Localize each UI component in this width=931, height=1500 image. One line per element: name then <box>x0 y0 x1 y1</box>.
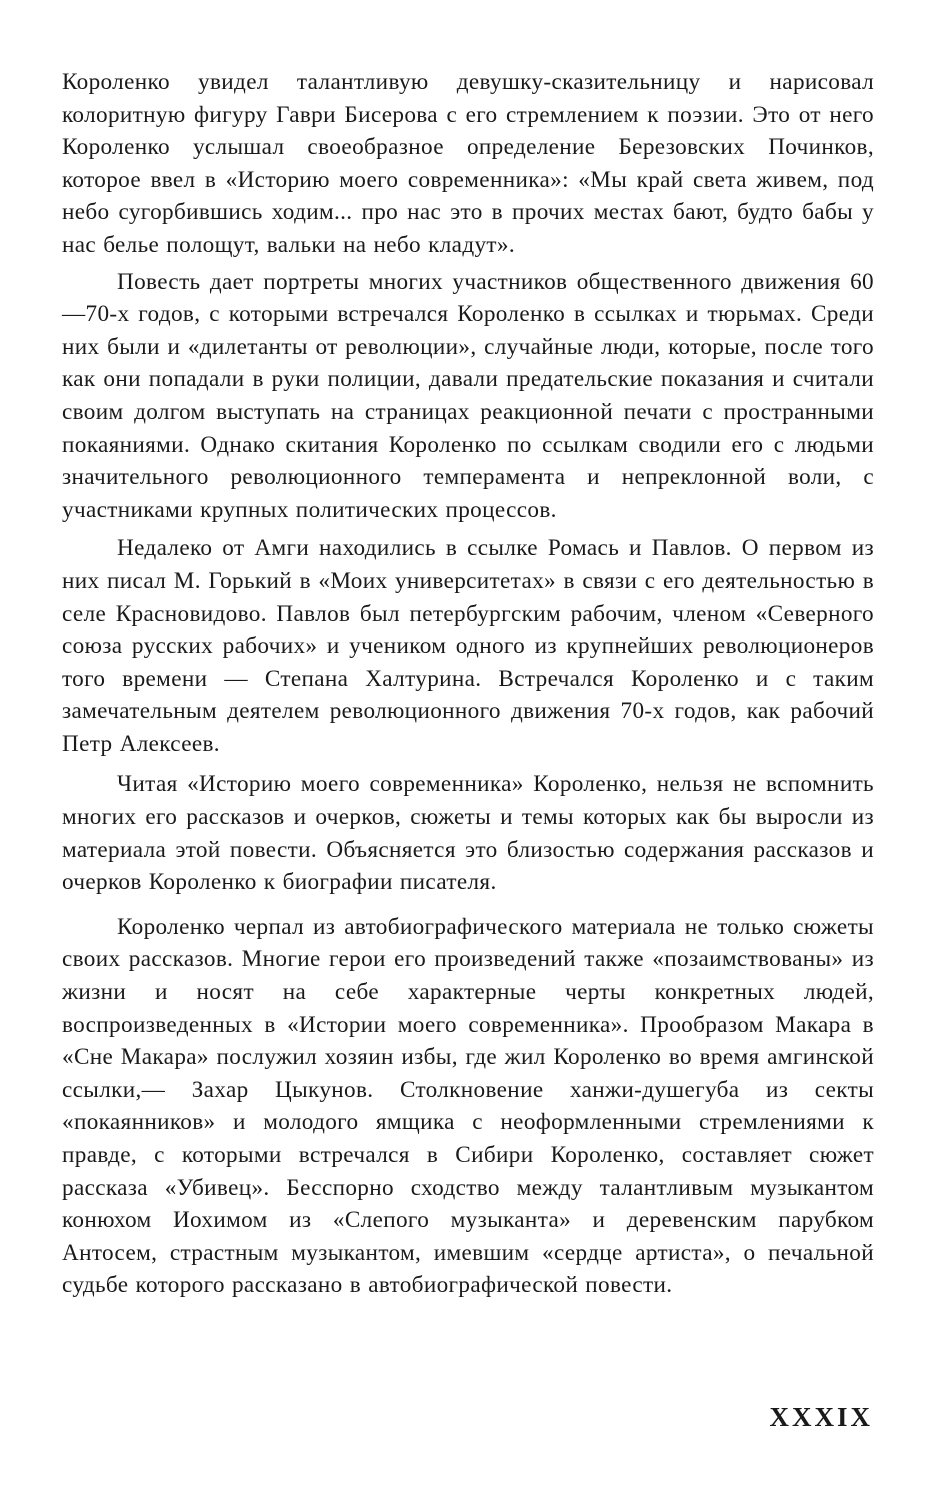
paragraph-1: Короленко увидел талантливую девушку-сказительницу и нарисовал колоритную фигуру Гаври Бисерова с его стремлением к поэзии. Это от него Короленко услышал своеобразное определение Березовских Починков, которое ввел в «Историю моего современника»: «Мы край света живем, под небо сугорбившись ходим... про нас это в прочих местах бают, будто бабы у нас белье полощут, вальки на небо кладут». <box>62 69 874 258</box>
paragraph-2: Повесть дает портреты многих участников общественного движения 60—70-х годов, с которыми встречался Короленко в ссылках и тюрьмах. Среди них были и «дилетанты от революции», случайные люди, которые, после того как они попадали в руки полиции, давали предательские показания и считали своим долгом выступать на страницах реакционной печати с пространными покаяниями. Однако скитания Короленко по ссылкам сводили его с людьми значительного революционного темперамента и непреклонной воли, с участниками крупных политических процессов. <box>62 268 874 523</box>
page-number: XXXIX <box>769 1402 873 1432</box>
paragraph-3: Недалеко от Амги находились в ссылке Ромась и Павлов. О первом из них писал М. Горький в «Моих университетах» в связи с его деятельностью в селе Красновидово. Павлов был петербургским рабочим, членом «Северного союза русских рабочих» и учеником одного из крупнейших революционеров того времени — Степана Халтурина. Встречался Короленко и с таким замечательным деятелем революционного движения 70-х годов, как рабочий Петр Алексеев. <box>62 535 874 757</box>
page-body <box>62 66 874 1302</box>
paragraph-5: Короленко черпал из автобиографического материала не только сюжеты своих рассказов. Многие герои его произведений также «позаимствованы» из жизни и носят на себе характерные черты конкретных людей, воспроизведенных в «Истории моего современника». Прообразом Макара в «Сне Макара» послужил хозяин избы, где жил Короленко во время амгинской ссылки,— Захар Цыкунов. Столкновение ханжи-душегуба из секты «покаянников» и молодого ямщика с неоформленными стремлениями к правде, с которыми встречался в Сибири Короленко, составляет сюжет рассказа «Убивец». Бесспорно сходство между талантливым музыкантом конюхом Иохимом из «Слепого музыканта» и деревенским парубком Антосем, страстным музыкантом, имевшим «сердце артиста», о печальной судьбе которого рассказано в автобиографической повести. <box>62 913 874 1299</box>
paragraph-4: Читая «Историю моего современника» Короленко, нельзя не вспомнить многих его рассказов и очерков, сюжеты и темы которых как бы выросли из материала этой повести. Объясняется это близостью содержания рассказов и очерков Короленко к биографии писателя. <box>62 771 874 896</box>
